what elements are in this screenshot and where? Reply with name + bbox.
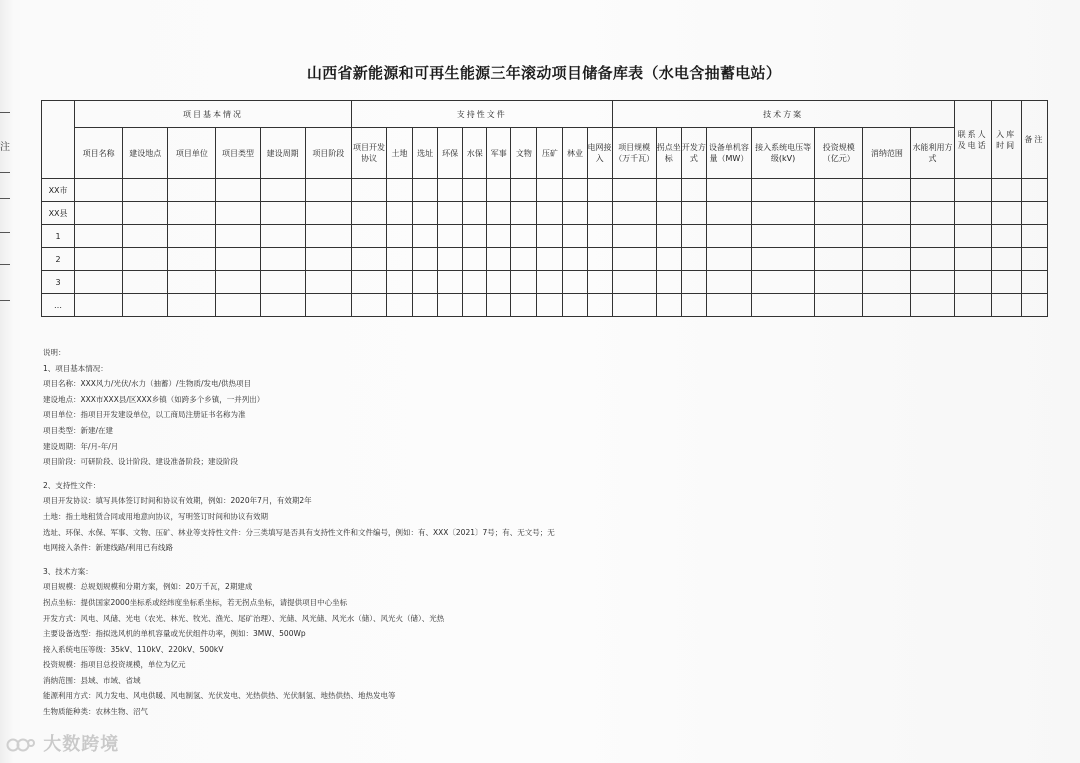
- margin-tick: [0, 112, 10, 113]
- table-cell[interactable]: [587, 271, 612, 294]
- table-cell[interactable]: [305, 202, 351, 225]
- table-cell[interactable]: [752, 294, 815, 317]
- table-cell[interactable]: [681, 271, 706, 294]
- table-cell[interactable]: [75, 271, 123, 294]
- table-cell[interactable]: [537, 225, 563, 248]
- table-cell[interactable]: [954, 271, 991, 294]
- table-cell[interactable]: [681, 202, 706, 225]
- table-cell[interactable]: [815, 294, 863, 317]
- group-basic-info: 项目基本情况: [75, 101, 352, 128]
- table-cell[interactable]: [587, 248, 612, 271]
- table-cell[interactable]: [387, 294, 413, 317]
- table-row: [42, 271, 1048, 294]
- watermark-logo-icon: [6, 736, 36, 754]
- table-cell[interactable]: [305, 179, 351, 202]
- table-cell[interactable]: [656, 248, 681, 271]
- row-label: XX县: [42, 202, 75, 225]
- notes-line: 电网接入条件：新建线路/利用已有线路: [43, 543, 174, 553]
- table-cell[interactable]: [656, 271, 681, 294]
- group-support-docs: 支持性文件: [351, 101, 612, 128]
- table-cell[interactable]: [75, 225, 123, 248]
- table-cell[interactable]: [1021, 248, 1047, 271]
- table-cell[interactable]: [168, 225, 216, 248]
- notes-line: 建设周期：年/月-年/月: [43, 441, 119, 451]
- table-cell[interactable]: [587, 202, 612, 225]
- table-cell[interactable]: [991, 202, 1021, 225]
- table-cell[interactable]: [260, 179, 305, 202]
- table-cell[interactable]: [168, 294, 216, 317]
- notes-line: 项目规模：总规划规模和分期方案，例如：20万千瓦，2期建成: [43, 582, 253, 592]
- table-cell[interactable]: [305, 294, 351, 317]
- row-label: XX市: [42, 179, 75, 202]
- watermark-text: 大数跨境: [43, 734, 120, 755]
- table-cell[interactable]: [387, 225, 413, 248]
- table-cell[interactable]: [863, 202, 911, 225]
- col-forest: 林业: [563, 128, 587, 179]
- table-cell[interactable]: [587, 294, 612, 317]
- table-cell[interactable]: [438, 271, 463, 294]
- table-cell[interactable]: [351, 225, 386, 248]
- table-row: [42, 294, 1048, 317]
- table-cell[interactable]: [656, 202, 681, 225]
- table-cell[interactable]: [863, 248, 911, 271]
- table-cell[interactable]: [991, 248, 1021, 271]
- table-cell[interactable]: [991, 271, 1021, 294]
- notes-line: 项目单位：指项目开发建设单位，以工商局注册证书名称为准: [43, 410, 246, 420]
- table-cell[interactable]: [463, 225, 487, 248]
- table-cell[interactable]: [991, 179, 1021, 202]
- table-cell[interactable]: [911, 271, 954, 294]
- table-cell[interactable]: [563, 248, 587, 271]
- table-cell[interactable]: [1021, 202, 1047, 225]
- table-cell[interactable]: [1021, 225, 1047, 248]
- table-cell[interactable]: [706, 271, 751, 294]
- table-cell[interactable]: [612, 271, 656, 294]
- table-cell[interactable]: [1021, 179, 1047, 202]
- table-cell[interactable]: [706, 202, 751, 225]
- table-cell[interactable]: [815, 202, 863, 225]
- margin-tick: [0, 198, 10, 199]
- table-cell[interactable]: [216, 179, 260, 202]
- margin-tick: [0, 172, 10, 173]
- table-cell[interactable]: [216, 202, 260, 225]
- margin-tick: [0, 300, 10, 301]
- table-cell[interactable]: [681, 248, 706, 271]
- table-cell[interactable]: [954, 294, 991, 317]
- table-cell[interactable]: [487, 225, 511, 248]
- table-cell[interactable]: [387, 179, 413, 202]
- table-row: [42, 202, 1048, 225]
- table-cell[interactable]: [706, 294, 751, 317]
- table-cell[interactable]: [123, 225, 168, 248]
- table-cell[interactable]: [75, 202, 123, 225]
- table-cell[interactable]: [815, 179, 863, 202]
- table-cell[interactable]: [487, 202, 511, 225]
- table-cell[interactable]: [681, 294, 706, 317]
- table-cell[interactable]: [511, 225, 537, 248]
- col-relic: 文物: [511, 128, 537, 179]
- table-cell[interactable]: [387, 248, 413, 271]
- notes-line: 选址、环保、水保、军事、文物、压矿、林业等支持性文件：分三类填写是否具有支持性文件和文件编号，例如：有、XXX〔2021〕7号；有、无文号；无: [43, 527, 555, 537]
- table-cell[interactable]: [351, 248, 386, 271]
- notes-sec3-title: 3、技术方案：: [43, 566, 93, 576]
- notes-line: 主要设备选型：指拟选风机的单机容量或光伏组件功率，例如：3MW、500Wp: [43, 629, 306, 639]
- table-cell[interactable]: [815, 248, 863, 271]
- table-cell[interactable]: [863, 271, 911, 294]
- table-cell[interactable]: [563, 202, 587, 225]
- table-cell[interactable]: [387, 202, 413, 225]
- col-grid: 电网接入: [587, 128, 612, 179]
- col-unit: 项目单位: [168, 128, 216, 179]
- table-cell[interactable]: [656, 179, 681, 202]
- col-period: 建设周期: [260, 128, 305, 179]
- notes-line: 项目阶段：可研阶段、设计阶段、建设准备阶段；建设阶段: [43, 457, 238, 467]
- table-cell[interactable]: [954, 225, 991, 248]
- margin-tick: [0, 264, 10, 265]
- table-cell[interactable]: [706, 179, 751, 202]
- notes-line: 开发方式：风电、风储、光电（农光、林光、牧光、渔光、尾矿治理）、光储、风光储、风光水（储）、风光火（储）、光热: [43, 613, 445, 623]
- table-cell[interactable]: [911, 248, 954, 271]
- table-cell[interactable]: [537, 248, 563, 271]
- table-cell[interactable]: [168, 202, 216, 225]
- table-cell[interactable]: [1021, 271, 1047, 294]
- table-cell[interactable]: [815, 271, 863, 294]
- col-mine: 压矿: [537, 128, 563, 179]
- table-cell[interactable]: [537, 202, 563, 225]
- table-cell[interactable]: [123, 294, 168, 317]
- table-cell[interactable]: [656, 225, 681, 248]
- notes-line: 建设地点：XXX市XXX县/区XXX乡镇（如跨多个乡镇，一并列出）: [43, 394, 265, 404]
- table-cell[interactable]: [305, 271, 351, 294]
- table-cell[interactable]: [954, 179, 991, 202]
- table-cell[interactable]: [463, 202, 487, 225]
- table-cell[interactable]: [911, 294, 954, 317]
- table-cell[interactable]: [991, 225, 1021, 248]
- row-label: 3: [42, 271, 75, 294]
- table-cell[interactable]: [216, 225, 260, 248]
- table-cell[interactable]: [438, 294, 463, 317]
- notes-line: 项目类型：新建/在建: [43, 425, 114, 435]
- notes-sec1-title: 1、项目基本情况：: [43, 363, 108, 373]
- notes-line: 项目开发协议：填写具体签订时间和协议有效期，例如：2020年7月，有效期2年: [43, 496, 312, 506]
- table-cell[interactable]: [413, 225, 438, 248]
- col-type: 项目类型: [216, 128, 260, 179]
- table-cell[interactable]: [168, 248, 216, 271]
- col-env: 环保: [438, 128, 463, 179]
- table-cell[interactable]: [563, 271, 587, 294]
- col-coord: 拐点坐标: [656, 128, 681, 179]
- col-location: 建设地点: [123, 128, 168, 179]
- table-cell[interactable]: [612, 294, 656, 317]
- table-cell[interactable]: [463, 248, 487, 271]
- left-margin-text: 注: [0, 142, 10, 153]
- col-hydro-mode: 水能利用方式: [911, 128, 954, 179]
- table-cell[interactable]: [216, 294, 260, 317]
- table-cell[interactable]: [752, 202, 815, 225]
- table-cell[interactable]: [587, 179, 612, 202]
- notes-line: 能源利用方式：风力发电、风电供暖、风电制氢、光伏发电、光热供热、光伏制氢、地热供热、地热发电等: [43, 691, 396, 701]
- table-cell[interactable]: [413, 202, 438, 225]
- table-cell[interactable]: [487, 271, 511, 294]
- col-consumption: 消纳范围: [863, 128, 911, 179]
- table-cell[interactable]: [911, 179, 954, 202]
- table-cell[interactable]: [537, 271, 563, 294]
- table-cell[interactable]: [413, 294, 438, 317]
- table-row: [42, 225, 1048, 248]
- group-header-row: [42, 101, 1048, 128]
- table-cell[interactable]: [954, 202, 991, 225]
- col-dev-mode: 开发方式: [681, 128, 706, 179]
- table-cell[interactable]: [351, 271, 386, 294]
- table-cell[interactable]: [954, 248, 991, 271]
- table-cell[interactable]: [75, 248, 123, 271]
- table-cell[interactable]: [706, 225, 751, 248]
- table-cell[interactable]: [75, 179, 123, 202]
- table-cell[interactable]: [123, 271, 168, 294]
- table-cell[interactable]: [463, 179, 487, 202]
- table-cell[interactable]: [1021, 294, 1047, 317]
- table-cell[interactable]: [511, 202, 537, 225]
- table-cell[interactable]: [681, 225, 706, 248]
- table-cell[interactable]: [612, 202, 656, 225]
- table-cell[interactable]: [305, 225, 351, 248]
- table-cell[interactable]: [260, 271, 305, 294]
- notes-line: 拐点坐标：提供国家2000坐标系或经纬度坐标系坐标，若无拐点坐标，请提供项目中心坐标: [43, 597, 348, 607]
- col-scale: 项目规模（万千瓦）: [612, 128, 656, 179]
- table-cell[interactable]: [612, 179, 656, 202]
- table-cell[interactable]: [438, 248, 463, 271]
- col-capacity: 设备单机容量（MW）: [706, 128, 751, 179]
- col-remark: 备注: [1021, 101, 1047, 179]
- notes-line: 生物质能种类：农林生物、沼气: [43, 707, 148, 717]
- table-cell[interactable]: [438, 225, 463, 248]
- row-label: 2: [42, 248, 75, 271]
- table-cell[interactable]: [438, 179, 463, 202]
- document-title: 山西省新能源和可再生能源三年滚动项目储备库表（水电含抽蓄电站）: [306, 64, 782, 82]
- table-cell[interactable]: [487, 179, 511, 202]
- table-cell[interactable]: [706, 248, 751, 271]
- table-cell[interactable]: [537, 179, 563, 202]
- table-cell[interactable]: [815, 225, 863, 248]
- table-cell[interactable]: [123, 248, 168, 271]
- table-cell[interactable]: [752, 179, 815, 202]
- notes-sec2-title: 2、支持性文件：: [43, 480, 101, 490]
- table-cell[interactable]: [612, 225, 656, 248]
- col-stage: 项目阶段: [305, 128, 351, 179]
- notes-line: 投资规模：指项目总投资规模，单位为亿元: [43, 660, 186, 670]
- notes-heading: 说明：: [43, 348, 66, 357]
- table-cell[interactable]: [863, 225, 911, 248]
- col-project-name: 项目名称: [75, 128, 123, 179]
- project-reserve-table: [41, 100, 1048, 317]
- watermark: [6, 730, 119, 756]
- col-contact: 联系人及电话: [954, 101, 991, 179]
- table-cell[interactable]: [612, 248, 656, 271]
- table-cell[interactable]: [911, 225, 954, 248]
- table-cell[interactable]: [911, 202, 954, 225]
- table-cell[interactable]: [752, 225, 815, 248]
- table-cell[interactable]: [216, 271, 260, 294]
- table-cell[interactable]: [413, 179, 438, 202]
- col-land: 土地: [387, 128, 413, 179]
- table-cell[interactable]: [511, 294, 537, 317]
- table-cell[interactable]: [168, 271, 216, 294]
- table-cell[interactable]: [991, 294, 1021, 317]
- column-header-row: [42, 128, 1048, 179]
- notes-section: [43, 345, 743, 720]
- table-cell[interactable]: [563, 294, 587, 317]
- col-military: 军事: [487, 128, 511, 179]
- table-cell[interactable]: [463, 294, 487, 317]
- col-voltage: 接入系统电压等级(kV): [752, 128, 815, 179]
- table-cell[interactable]: [260, 225, 305, 248]
- table-cell[interactable]: [537, 294, 563, 317]
- table-cell[interactable]: [260, 202, 305, 225]
- table-cell[interactable]: [438, 202, 463, 225]
- table-cell[interactable]: [351, 179, 386, 202]
- col-site: 选址: [413, 128, 438, 179]
- table-body: [42, 179, 1048, 317]
- table-cell[interactable]: [656, 294, 681, 317]
- col-agreement: 项目开发协议: [351, 128, 386, 179]
- notes-line: 项目名称：XXX风力/光伏/水力（抽蓄）/生物质/发电/供热项目: [43, 379, 252, 389]
- table-cell[interactable]: [511, 271, 537, 294]
- table-cell[interactable]: [487, 294, 511, 317]
- table-cell[interactable]: [305, 248, 351, 271]
- table-cell[interactable]: [260, 248, 305, 271]
- margin-tick: [0, 232, 10, 233]
- col-water: 水保: [463, 128, 487, 179]
- table-cell[interactable]: [123, 202, 168, 225]
- col-entry-time: 入库时间: [991, 101, 1021, 179]
- table-cell[interactable]: [463, 271, 487, 294]
- row-label: …: [42, 294, 75, 317]
- notes-line: 接入系统电压等级：35kV、110kV、220kV、500kV: [43, 644, 224, 654]
- table-cell[interactable]: [511, 248, 537, 271]
- table-cell[interactable]: [587, 225, 612, 248]
- table-cell[interactable]: [260, 294, 305, 317]
- col-investment: 投资规模（亿元）: [815, 128, 863, 179]
- notes-line: 消纳范围：县域、市域、省域: [43, 675, 141, 685]
- table-cell[interactable]: [681, 179, 706, 202]
- row-label-header: [42, 101, 75, 179]
- group-tech-plan: 技术方案: [612, 101, 954, 128]
- table-cell[interactable]: [168, 179, 216, 202]
- table-cell[interactable]: [511, 179, 537, 202]
- table-cell[interactable]: [413, 271, 438, 294]
- table-cell[interactable]: [563, 179, 587, 202]
- table-cell[interactable]: [752, 248, 815, 271]
- row-label: 1: [42, 225, 75, 248]
- table-row: [42, 179, 1048, 202]
- table-cell[interactable]: [563, 225, 587, 248]
- table-cell[interactable]: [752, 271, 815, 294]
- table-cell[interactable]: [216, 248, 260, 271]
- table-row: [42, 248, 1048, 271]
- table-cell[interactable]: [487, 248, 511, 271]
- table-cell[interactable]: [387, 271, 413, 294]
- table-cell[interactable]: [863, 179, 911, 202]
- table-cell[interactable]: [123, 179, 168, 202]
- notes-line: 土地：指土地租赁合同或用地意向协议，写明签订时间和协议有效期: [43, 511, 268, 521]
- table-cell[interactable]: [413, 248, 438, 271]
- table-cell[interactable]: [75, 294, 123, 317]
- table-cell[interactable]: [863, 294, 911, 317]
- table-cell[interactable]: [351, 294, 386, 317]
- table-cell[interactable]: [351, 202, 386, 225]
